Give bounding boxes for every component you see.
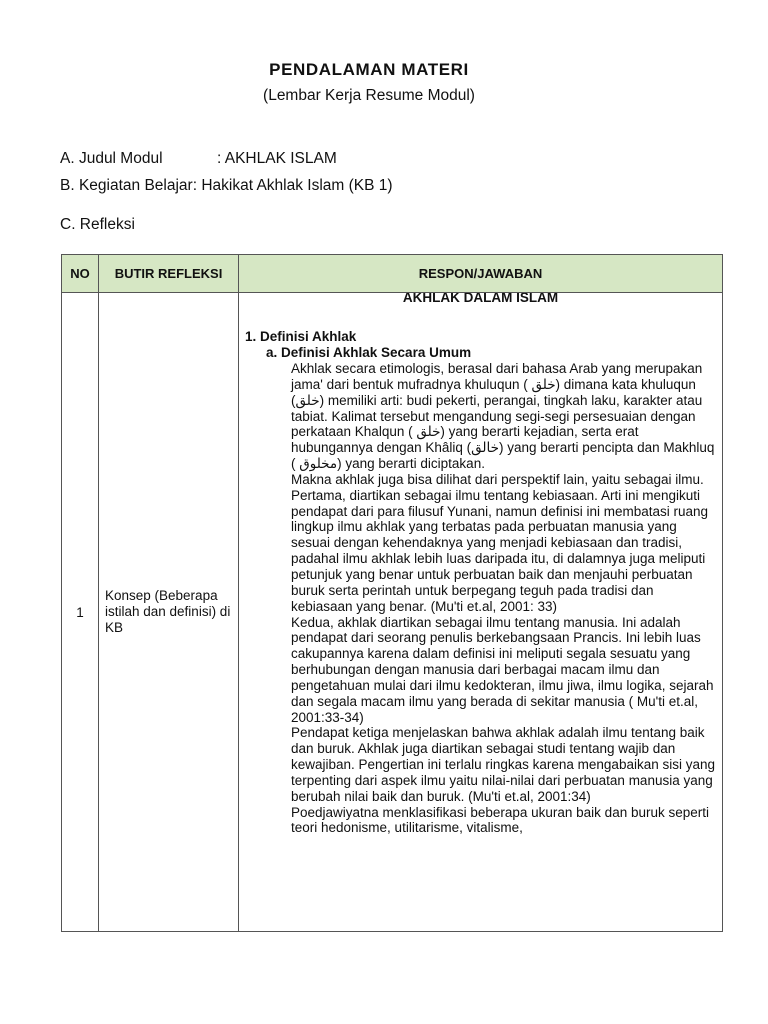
row-number: 1 bbox=[62, 293, 99, 932]
header-no: NO bbox=[62, 255, 99, 293]
judul-modul-label: A. Judul Modul bbox=[60, 150, 163, 167]
judul-modul-line bbox=[60, 150, 337, 168]
paragraph-makna: Makna akhlak juga bisa dilihat dari perspektif lain, yaitu sebagai ilmu. bbox=[291, 471, 704, 487]
kegiatan-belajar-label: B. Kegiatan Belajar bbox=[60, 177, 193, 194]
page-title: PENDALAMAN MATERI bbox=[269, 60, 469, 79]
kegiatan-belajar-line bbox=[60, 177, 393, 195]
paragraph-poedjawiyatna: Poedjawiyatna menklasifikasi beberapa ukuran baik dan buruk seperti teori hedonisme, utilitarisme, vitalisme, bbox=[291, 804, 709, 836]
butir-refleksi-cell: Konsep (Beberapa istilah dan definisi) di KB bbox=[99, 293, 239, 932]
respon-cell bbox=[239, 293, 723, 932]
page-subtitle: (Lembar Kerja Resume Modul) bbox=[263, 87, 475, 104]
paragraph-ketiga: Pendapat ketiga menjelaskan bahwa akhlak adalah ilmu tentang baik dan buruk. Akhlak juga diartikan sebagai studi tentang wajib dan kewajiban. Pengertian ini terlalu ringkas karena mengabaikan sisi yang terpenting dari aspek ilmu yaitu nilai-nilai dari perbuatan manusia yang berubah nilai baik dan buruk. (Mu'ti et.al, 2001:34) bbox=[291, 725, 715, 804]
table-header-row bbox=[62, 255, 723, 293]
section-title: AKHLAK DALAM ISLAM bbox=[402, 293, 559, 305]
paragraph-etimologi: Akhlak secara etimologis, berasal dari bahasa Arab yang merupakan jama' dari bentuk mufradnya khuluqun ( خلق) dimana kata khuluqun (خلق) memiliki arti: budi pekerti, perangai, tingkah laku, karakter atau tabiat. Kalimat tersebut mengandung segi-segi persesuaian dengan perkataan Khalqun ( خلق) yang berarti kejadian, serta erat hubungannya dengan Khâliq (خالق) yang berarti pencipta dan Makhluq ( مخلوق) yang berarti diciptakan. bbox=[291, 361, 715, 472]
header-butir-refleksi: BUTIR REFLEKSI bbox=[99, 255, 239, 293]
paragraph-kedua: Kedua, akhlak diartikan sebagai ilmu tentang manusia. Ini adalah pendapat dari seorang penulis berkebangsaan Prancis. Ini lebih luas cakupannya karena dalam definisi ini meliputi segala sesuatu yang berhubungan dengan manusia dari berbagai macam ilmu dan pengetahuan mulai dari ilmu kedokteran, ilmu jiwa, ilmu logika, sejarah dan segala macam ilmu yang berada di sekitar manusia ( Mu'ti et.al, 2001:33-34) bbox=[291, 614, 714, 725]
header-respon-jawaban: RESPON/JAWABAN bbox=[239, 255, 723, 293]
refleksi-table bbox=[61, 254, 723, 932]
paragraph-pertama: Pertama, diartikan sebagai ilmu tentang kebiasaan. Arti ini mengikuti pendapat dari para filusuf Yunani, namun definisi ini membatasi ruang lingkup ilmu akhlak yang terbatas pada perbuatan manusia yang sesuai dengan kehendaknya yang menjadi kebiasaan dan tradisi, padahal ilmu akhlak lebih luas daripada itu, di dalamnya juga meliputi petunjuk yang benar untuk perbuatan baik dan menjauhi perbuatan buruk serta perintah untuk berpegang teguh pada tradisi dan kebiasaan yang benar. (Mu'ti et.al, 2001: 33) bbox=[291, 487, 709, 614]
kegiatan-belajar-value: : Hakikat Akhlak Islam (KB 1) bbox=[192, 177, 393, 194]
heading-definisi-umum: a. Definisi Akhlak Secara Umum bbox=[266, 345, 472, 360]
judul-modul-value: : AKHLAK ISLAM bbox=[217, 150, 337, 167]
refleksi-label: C. Refleksi bbox=[60, 216, 135, 233]
table-row bbox=[62, 293, 723, 932]
response-body bbox=[239, 361, 722, 836]
heading-definisi-akhlak: 1. Definisi Akhlak bbox=[245, 329, 357, 344]
